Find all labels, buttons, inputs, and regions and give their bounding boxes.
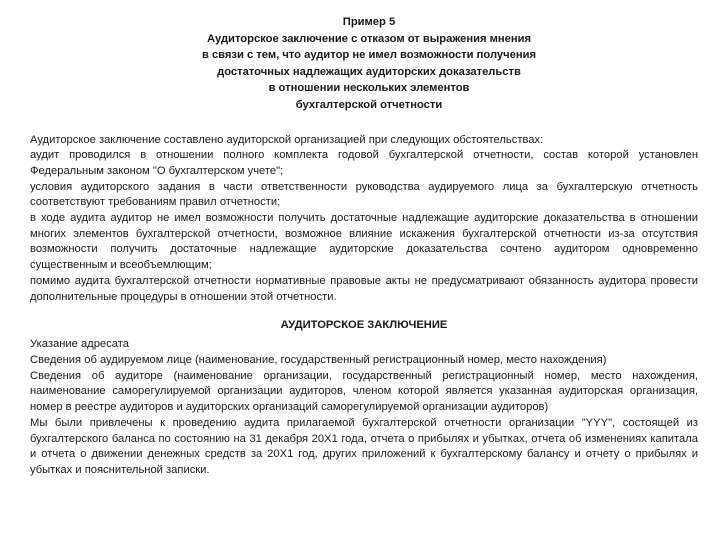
auditee-info: Сведения об аудируемом лице (наименование, государственный регистрационный номер, место нахождения) <box>30 354 607 366</box>
document-page <box>30 14 698 479</box>
circumstance-item: в ходе аудита аудитор не имел возможности получить достаточные надлежащие аудиторские доказательства в отношении многих элементов бухгалтерской отчетности, возможное влияние искажения бухгалтерской отчетности из-за отсутствия возможности получить достаточные надлежащие аудиторские доказательства сочтено аудитором одновременно существенным и всеобъемлющим; <box>30 212 698 272</box>
heading-line: в связи с тем, что аудитор не имел возможности получения <box>201 49 537 62</box>
report-body <box>30 337 698 478</box>
addressee-line: Указание адресата <box>30 338 129 351</box>
circumstance-item: условия аудиторского задания в части ответственности руководства аудируемого лица за бухгалтерскую отчетность соответствуют требованиям правил отчетности; <box>30 180 698 209</box>
heading-line: бухгалтерской отчетности <box>295 98 443 111</box>
auditor-info: Сведения об аудиторе (наименование организации, государственный регистрационный номер, место нахождения, наименование саморегулируемой организации аудиторов, членом которой является указанная аудиторская организация, номер в реестре аудиторов и аудиторских организаций саморегулируемой организации аудиторов) <box>30 369 698 414</box>
heading-line: в отношении нескольких элементов <box>268 82 470 95</box>
heading-line: достаточных надлежащих аудиторских доказательств <box>217 65 521 78</box>
circumstances-lead: Аудиторское заключение составлено аудиторской организацией при следующих обстоятельствах: <box>30 133 544 146</box>
circumstances-section <box>30 133 698 306</box>
example-number: Пример 5 <box>342 16 396 28</box>
heading-line: Аудиторское заключение с отказом от выражения мнения <box>206 32 532 45</box>
engagement-paragraph: Мы были привлечены к проведению аудита прилагаемой бухгалтерской отчетности организации "YYY", состоящей из бухгалтерского баланса по состоянию на 31 декабря 20X1 года, отчета о прибылях и убытках, отчета об изменениях капитала и отчета о движении денежных средств за 20X1 год, других приложений к бухгалтерскому балансу и отчету о прибылях и убытках и пояснительной записки. <box>30 416 698 476</box>
circumstance-item: аудит проводился в отношении полного комплекта годовой бухгалтерской отчетности, состав которой установлен Федеральным законом "О бухгалтерском учете"; <box>30 149 698 177</box>
document-heading <box>40 14 698 114</box>
report-title: АУДИТОРСКОЕ ЗАКЛЮЧЕНИЕ <box>280 319 448 332</box>
circumstance-item: помимо аудита бухгалтерской отчетности нормативные правовые акты не предусматривают обязанность аудитора провести дополнительные процедуры в отношении этой отчетности. <box>30 274 698 303</box>
